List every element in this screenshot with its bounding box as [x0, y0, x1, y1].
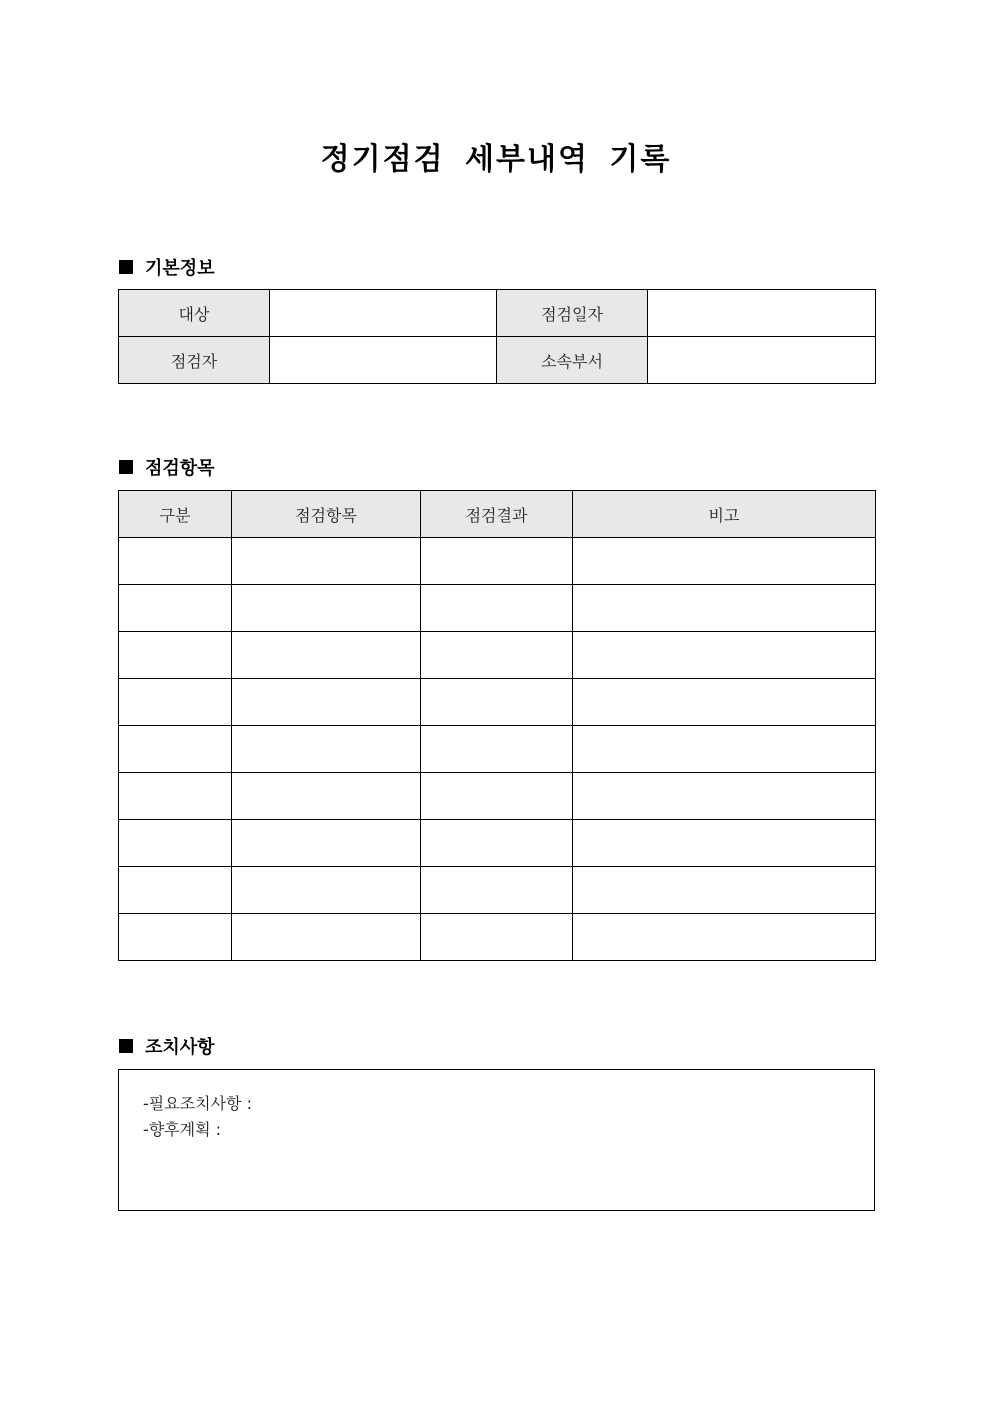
- table-row: [119, 914, 876, 961]
- table-row: [119, 337, 876, 384]
- cell-item[interactable]: [232, 726, 421, 773]
- cell-item[interactable]: [232, 773, 421, 820]
- cell-remarks[interactable]: [573, 867, 876, 914]
- cell-result[interactable]: [421, 726, 573, 773]
- table-row: [119, 773, 876, 820]
- label-inspection-date: 점검일자: [497, 290, 648, 337]
- cell-result[interactable]: [421, 914, 573, 961]
- cell-remarks[interactable]: [573, 773, 876, 820]
- cell-remarks[interactable]: [573, 538, 876, 585]
- label-inspector: 점검자: [119, 337, 270, 384]
- cell-remarks[interactable]: [573, 914, 876, 961]
- basic-info-table: [118, 289, 876, 384]
- page-title: 정기점검 세부내역 기록: [320, 142, 672, 177]
- table-row: [119, 538, 876, 585]
- section-heading-inspection-items: [119, 454, 215, 480]
- cell-result[interactable]: [421, 538, 573, 585]
- square-bullet-icon: [119, 460, 133, 474]
- cell-remarks[interactable]: [573, 585, 876, 632]
- cell-category[interactable]: [119, 773, 232, 820]
- cell-result[interactable]: [421, 679, 573, 726]
- cell-category[interactable]: [119, 726, 232, 773]
- table-header-row: [119, 491, 876, 538]
- inspection-items-table: [118, 490, 876, 961]
- section-heading-label: 기본정보: [145, 258, 215, 279]
- value-target[interactable]: [270, 290, 497, 337]
- cell-item[interactable]: [232, 538, 421, 585]
- table-row: [119, 585, 876, 632]
- cell-item[interactable]: [232, 867, 421, 914]
- required-actions-line: -필요조치사항 :: [143, 1094, 252, 1113]
- cell-result[interactable]: [421, 585, 573, 632]
- cell-category[interactable]: [119, 538, 232, 585]
- column-header-result: 점검결과: [421, 491, 573, 538]
- cell-result[interactable]: [421, 773, 573, 820]
- square-bullet-icon: [119, 1039, 133, 1053]
- cell-item[interactable]: [232, 632, 421, 679]
- cell-result[interactable]: [421, 632, 573, 679]
- value-inspector[interactable]: [270, 337, 497, 384]
- section-heading-actions: [119, 1033, 215, 1059]
- column-header-remarks: 비고: [573, 491, 876, 538]
- cell-category[interactable]: [119, 632, 232, 679]
- cell-item[interactable]: [232, 820, 421, 867]
- square-bullet-icon: [119, 260, 133, 274]
- table-row: [119, 290, 876, 337]
- cell-category[interactable]: [119, 679, 232, 726]
- cell-result[interactable]: [421, 867, 573, 914]
- label-target: 대상: [119, 290, 270, 337]
- table-row: [119, 820, 876, 867]
- cell-category[interactable]: [119, 585, 232, 632]
- cell-category[interactable]: [119, 867, 232, 914]
- cell-item[interactable]: [232, 585, 421, 632]
- cell-item[interactable]: [232, 914, 421, 961]
- table-row: [119, 726, 876, 773]
- label-department: 소속부서: [497, 337, 648, 384]
- table-row: [119, 679, 876, 726]
- cell-remarks[interactable]: [573, 726, 876, 773]
- actions-box[interactable]: [118, 1069, 875, 1211]
- column-header-item: 점검항목: [232, 491, 421, 538]
- section-heading-label: 점검항목: [145, 458, 215, 479]
- column-header-category: 구분: [119, 491, 232, 538]
- table-row: [119, 867, 876, 914]
- cell-remarks[interactable]: [573, 820, 876, 867]
- section-heading-label: 조치사항: [145, 1037, 215, 1058]
- future-plan-line: -향후계획 :: [143, 1120, 222, 1139]
- cell-item[interactable]: [232, 679, 421, 726]
- cell-remarks[interactable]: [573, 632, 876, 679]
- section-heading-basic-info: [119, 254, 215, 280]
- cell-category[interactable]: [119, 914, 232, 961]
- value-department[interactable]: [648, 337, 876, 384]
- value-inspection-date[interactable]: [648, 290, 876, 337]
- cell-result[interactable]: [421, 820, 573, 867]
- cell-category[interactable]: [119, 820, 232, 867]
- table-row: [119, 632, 876, 679]
- cell-remarks[interactable]: [573, 679, 876, 726]
